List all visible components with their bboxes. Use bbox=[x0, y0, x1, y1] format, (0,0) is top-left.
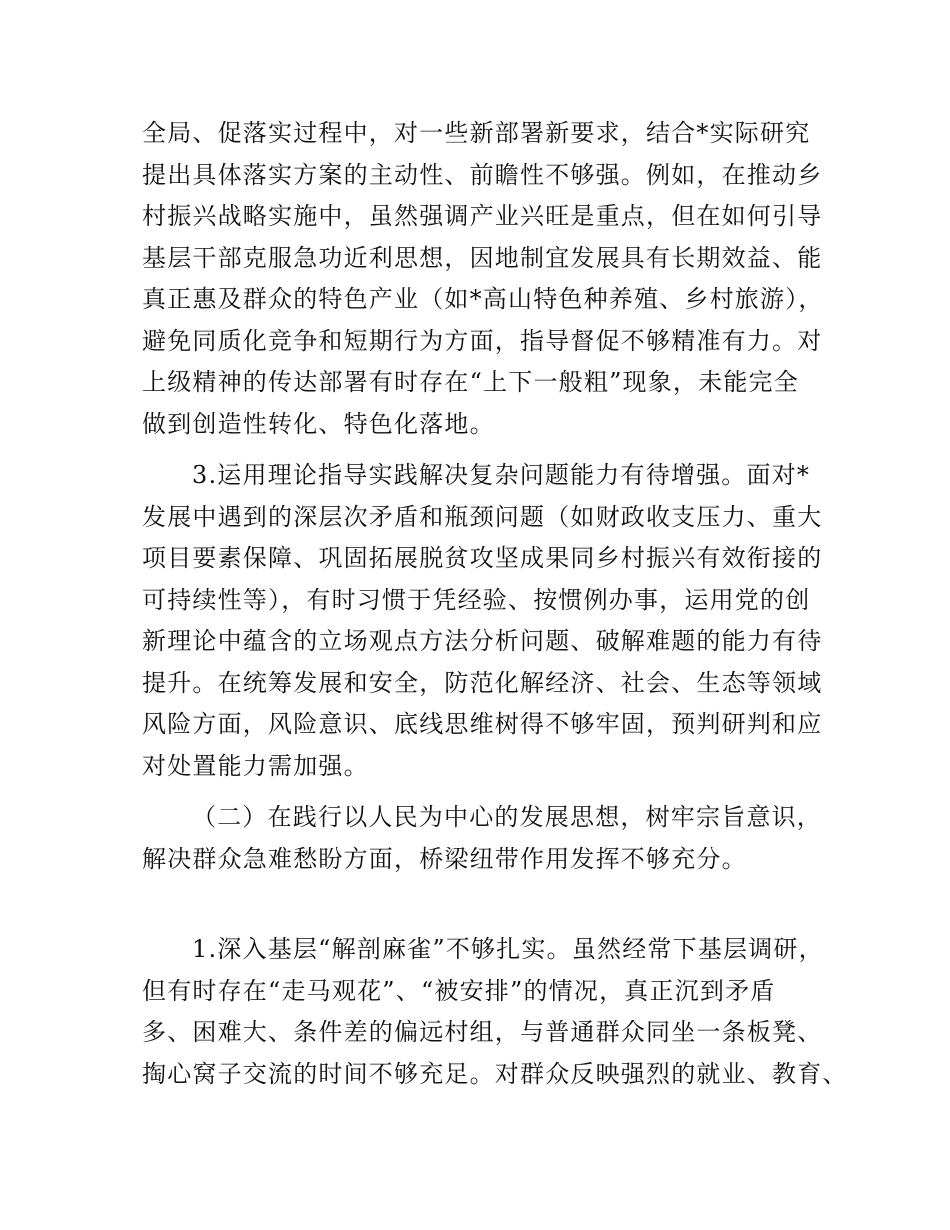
paragraph-line: 提升。在统筹发展和安全，防范化解经济、社会、生态等领域 bbox=[142, 668, 823, 697]
paragraph-line: 上级精神的传达部署有时存在“上下一般粗”现象，未能完全 bbox=[142, 368, 799, 396]
paragraph-line: 提出具体落实方案的主动性、前瞻性不够强。例如，在推动乡 bbox=[142, 160, 823, 189]
heading-line: （二）在践行以人民为中心的发展思想，树牢宗旨意识， bbox=[192, 803, 822, 831]
paragraph-line: 3.运用理论指导实践解决复杂问题能力有待增强。面对* bbox=[192, 461, 811, 489]
paragraph-line: 多、困难大、条件差的偏远村组，与普通群众同坐一条板凳、 bbox=[142, 1018, 823, 1046]
paragraph-line: 避免同质化竞争和短期行为方面，指导督促不够精准有力。对 bbox=[142, 326, 823, 355]
paragraph-line: 村振兴战略实施中，虽然强调产业兴旺是重点，但在如何引导 bbox=[142, 202, 823, 230]
paragraph-line: 真正惠及群众的特色产业（如*高山特色种养殖、乡村旅游）， bbox=[142, 285, 824, 313]
paragraph-line: 做到创造性转化、特色化落地。 bbox=[142, 409, 495, 438]
paragraph-line: 发展中遇到的深层次矛盾和瓶颈问题（如财政收支压力、重大 bbox=[142, 502, 823, 531]
heading-line: 解决群众急难愁盼方面，桥梁纽带作用发挥不够充分。 bbox=[142, 844, 747, 873]
paragraph-line: 项目要素保障、巩固拓展脱贫攻坚成果同乡村振兴有效衔接的 bbox=[142, 544, 823, 572]
paragraph-line: 掏心窝子交流的时间不够充足。对群众反映强烈的就业、教育、 bbox=[142, 1059, 848, 1088]
section-heading bbox=[142, 797, 822, 880]
paragraph-line: 全局、促落实过程中，对一些新部署新要求，结合*实际研究 bbox=[142, 119, 811, 147]
paragraph-2 bbox=[142, 455, 822, 787]
paragraph-1 bbox=[142, 113, 822, 445]
paragraph-line: 基层干部克服急功近利思想，因地制宜发展具有长期效益、能 bbox=[142, 243, 823, 272]
paragraph-line: 风险方面，风险意识、底线思维树得不够牢固，预判研判和应 bbox=[142, 710, 823, 738]
paragraph-line: 可持续性等），有时习惯于凭经验、按惯例办事，运用党的创 bbox=[142, 585, 811, 614]
paragraph-line: 新理论中蕴含的立场观点方法分析问题、破解难题的能力有待 bbox=[142, 627, 823, 655]
paragraph-3 bbox=[142, 929, 848, 1095]
paragraph-line: 1.深入基层“解剖麻雀”不够扎实。虽然经常下基层调研， bbox=[192, 935, 824, 963]
paragraph-line: 但有时存在“走马观花”、“被安排”的情况，真正沉到矛盾 bbox=[142, 976, 776, 1005]
paragraph-line: 对处置能力需加强。 bbox=[142, 751, 369, 780]
